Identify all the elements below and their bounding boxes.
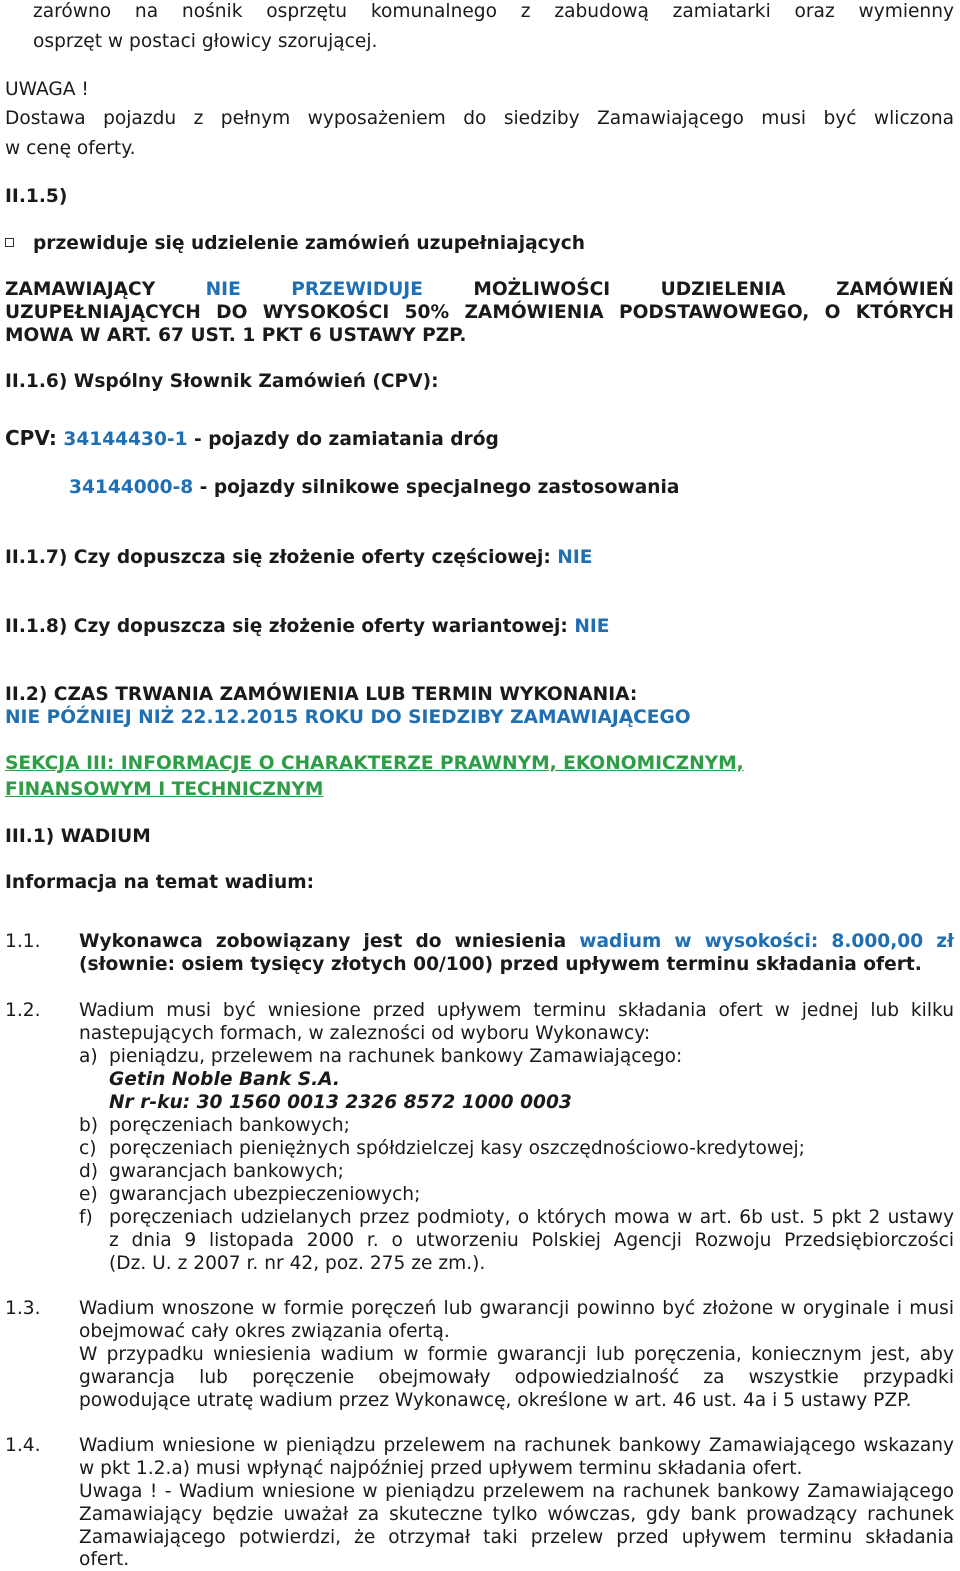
word: wadium (579, 931, 662, 952)
word: UDZIELENIA (660, 279, 786, 300)
answer: NIE (557, 547, 593, 568)
section-heading-ii-2: II.2) CZAS TRWANIA ZAMÓWIENIA LUB TERMIN WYKONANIA: (5, 684, 638, 705)
point-number: 1.3. (5, 1298, 41, 1319)
intro-line-2: osprzęt w postaci głowicy szorującej. (33, 31, 378, 52)
bank-name: Getin Noble Bank S.A. (109, 1069, 340, 1090)
point-1-3-line-1: Wadium wnoszone w formie poręczeń lub gwarancji powinno być złożone w oryginale i musi (79, 1298, 954, 1319)
intro-line-1: zarówno na nośnik osprzętu komunalnego z zabudową zamiatarki oraz wymienny (33, 1, 954, 22)
list-item-text: (Dz. U. z 2007 r. nr 42, poz. 275 ze zm.). (109, 1253, 486, 1274)
point-1-4-line-1: Wadium wniesione w pieniądzu przelewem na rachunek bankowy Zamawiającego wskazany (79, 1435, 954, 1456)
question-variant-offer (5, 615, 954, 638)
ii-1-5-statement-line-2: UZUPEŁNIAJĄCYCH DO WYSOKOŚCI 50% ZAMÓWIENIA PODSTAWOWEGO, O KTÓRYCH (5, 302, 954, 323)
wadium-heading: III.1) WADIUM (5, 826, 151, 847)
uwaga-line-2: w cenę oferty. (5, 138, 136, 159)
list-label: e) (79, 1184, 98, 1205)
cpv-line-2 (69, 476, 954, 499)
list-item-text: z dnia 9 listopada 2000 r. o utworzeniu Polskiej Agencji Rozwoju Przedsiębiorczości (109, 1230, 954, 1251)
section-iii-link-line-2[interactable]: FINANSOWYM I TECHNICZNYM (5, 779, 324, 800)
word: ZAMAWIAJĄCY (5, 279, 156, 300)
point-1-4-line-5: Zamawiającego potwierdzi, że otrzymał taki przelew przed upływem terminu składania (79, 1527, 954, 1548)
list-label: b) (79, 1115, 99, 1136)
word: MOŻLIWOŚCI (473, 279, 611, 300)
point-number: 1.1. (5, 931, 41, 952)
word-przewiduje: PRZEWIDUJE (291, 279, 423, 300)
ii-1-5-statement-line-3: MOWA W ART. 67 UST. 1 PKT 6 USTAWY PZP. (5, 325, 467, 346)
word-nie: NIE (205, 279, 241, 300)
list-item-text: pieniądzu, przelewem na rachunek bankowy Zamawiającego: (109, 1046, 683, 1067)
point-1-3-line-5: powodujące utratę wadium przez Wykonawcę, określone w art. 46 ust. 4a i 5 ustawy PZP. (79, 1390, 912, 1411)
word: zobowiązany (215, 931, 351, 952)
point-1-3-line-4: gwarancja lub poręczenie obejmowały odpowiedzialność za wszystkie przypadki (79, 1367, 954, 1388)
cpv-code: 34144430-1 (63, 429, 188, 450)
cpv-description: - pojazdy silnikowe specjalnego zastosowania (193, 477, 680, 498)
section-heading-ii-1-6: II.1.6) Wspólny Słownik Zamówień (CPV): (5, 371, 439, 392)
answer: NIE (574, 616, 610, 637)
word: ZAMÓWIEŃ (836, 279, 954, 300)
point-1-4-line-2: w pkt 1.2.a) musi wpłynąć najpóźniej przed upływem terminu składania ofert. (79, 1458, 803, 1479)
word: jest (363, 931, 403, 952)
point-1-1-line-2: (słownie: osiem tysięcy złotych 00/100) przed upływem terminu składania ofert. (79, 954, 922, 975)
point-1-4-line-6: ofert. (79, 1549, 130, 1570)
list-label: a) (79, 1046, 98, 1067)
point-1-4-line-3: Uwaga ! - Wadium wniesione w pieniądzu przelewem na rachunek bankowy Zamawiającego (79, 1481, 954, 1502)
word: Wykonawca (79, 931, 203, 952)
uwaga-label: UWAGA ! (5, 79, 89, 100)
point-1-2-line-1: Wadium musi być wniesione przed upływem terminu składania ofert w jednej lub kilku (79, 1000, 954, 1021)
word: wniesienia (454, 931, 567, 952)
point-1-4-line-4: Zamawiający będzie uważał za skuteczne tylko wówczas, gdy bank prowadzący rachunek (79, 1504, 954, 1525)
section-iii-link-line-1[interactable]: SEKCJA III: INFORMACJE O CHARAKTERZE PRAWNYM, EKONOMICZNYM, (5, 753, 744, 774)
word: do (415, 931, 442, 952)
list-label: f) (79, 1207, 93, 1228)
point-1-1-line-1 (79, 930, 954, 953)
point-number: 1.2. (5, 1000, 41, 1021)
list-item-text: gwarancjach bankowych; (109, 1161, 344, 1182)
ii-1-5-statement-line-1 (5, 278, 954, 301)
cpv-description: - pojazdy do zamiatania dróg (187, 429, 499, 450)
list-item-text: poręczeniach udzielanych przez podmioty, o których mowa w art. 6b ust. 5 pkt 2 ustawy (109, 1207, 954, 1228)
word: 8.000,00 (831, 931, 924, 952)
point-1-3-line-3: W przypadku wniesienia wadium w formie gwarancji lub poręczenia, koniecznym jest, aby (79, 1344, 954, 1365)
deadline-value: NIE PÓŹNIEJ NIŻ 22.12.2015 ROKU DO SIEDZIBY ZAMAWIAJĄCEGO (5, 707, 691, 728)
list-item-text: gwarancjach ubezpieczeniowych; (109, 1184, 421, 1205)
cpv-line-1 (5, 427, 954, 451)
checkbox-label: przewiduje się udzielenie zamówień uzupełniających (33, 233, 586, 254)
list-item-text: poręczeniach bankowych; (109, 1115, 350, 1136)
uwaga-line-1: Dostawa pojazdu z pełnym wyposażeniem do siedziby Zamawiającego musi być wliczona (5, 108, 954, 129)
word: zł (936, 931, 954, 952)
bank-account-number: Nr r-ku: 30 1560 0013 2326 8572 1000 0003 (109, 1092, 572, 1113)
wadium-info-heading: Informacja na temat wadium: (5, 872, 315, 893)
list-item-text: poręczeniach pieniężnych spółdzielczej kasy oszczędnościowo-kredytowej; (109, 1138, 805, 1159)
checkbox-icon[interactable] (5, 238, 14, 247)
point-1-3-line-2: obejmować cały okres związania ofertą. (79, 1321, 450, 1342)
question-text: II.1.7) Czy dopuszcza się złożenie oferty częściowej: (5, 547, 558, 568)
section-heading-ii-1-5: II.1.5) (5, 186, 68, 207)
cpv-code: 34144000-8 (69, 477, 194, 498)
question-partial-offer (5, 546, 954, 569)
word: wysokości: (704, 931, 819, 952)
point-number: 1.4. (5, 1435, 41, 1456)
list-label: c) (79, 1138, 97, 1159)
question-text: II.1.8) Czy dopuszcza się złożenie oferty wariantowej: (5, 616, 575, 637)
cpv-label: CPV: (5, 426, 57, 450)
list-label: d) (79, 1161, 99, 1182)
point-1-2-line-2: nastepujących formach, w zalezności od wyboru Wykonawcy: (79, 1023, 651, 1044)
word: w (674, 931, 692, 952)
